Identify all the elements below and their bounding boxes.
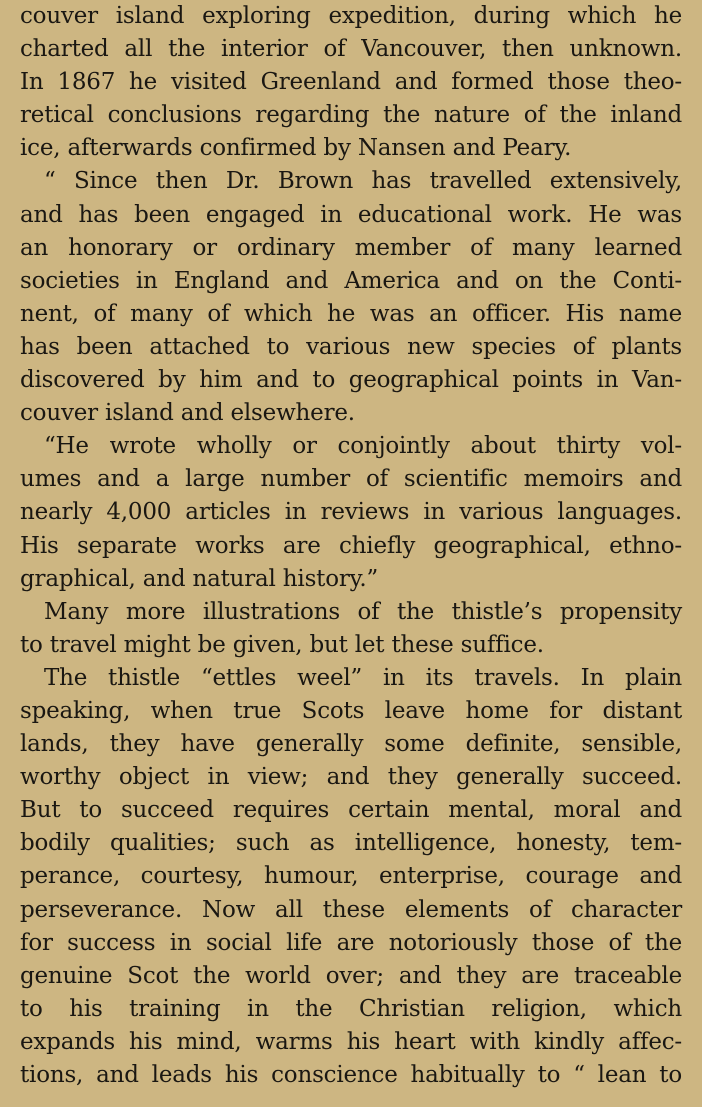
text-line: lands, they have generally some definite, sensible, xyxy=(20,731,682,758)
text-line: His separate works are chiefly geographical, ethno- xyxy=(20,532,682,559)
text-line: “He wrote wholly or conjointly about thirty vol- xyxy=(44,433,682,460)
text-line: couver island exploring expedition, during which he xyxy=(20,3,682,29)
text-line: retical conclusions regarding the nature of the inland xyxy=(20,102,682,129)
text-line: nearly 4,000 articles in reviews in various languages. xyxy=(20,499,682,526)
text-line: In 1867 he visited Greenland and formed those theo- xyxy=(20,69,682,96)
text-line: expands his mind, warms his heart with kindly affec- xyxy=(20,1028,682,1055)
text-line: Many more illustrations of the thistle’s propensity xyxy=(44,598,682,625)
text-line: discovered by him and to geographical points in Van- xyxy=(20,367,682,394)
text-line: ice, afterwards confirmed by Nansen and Peary. xyxy=(20,135,572,162)
text-line: umes and a large number of scientific memoirs and xyxy=(20,466,682,493)
text-line: bodily qualities; such as intelligence, honesty, tem- xyxy=(20,830,682,857)
text-line: graphical, and natural history.” xyxy=(20,565,379,592)
text-line: genuine Scot the world over; and they are traceable xyxy=(20,962,682,989)
text-line: to travel might be given, but let these suffice. xyxy=(20,631,544,658)
text-line: worthy object in view; and they generally succeed. xyxy=(20,764,682,791)
text-line: nent, of many of which he was an officer. His name xyxy=(20,300,682,327)
body-text xyxy=(20,0,682,1092)
text-line: The thistle “ettles weel” in its travels. In plain xyxy=(44,664,682,691)
text-line: has been attached to various new species of plants xyxy=(20,333,682,360)
text-line: and has been engaged in educational work. He was xyxy=(20,201,682,228)
text-line: “ Since then Dr. Brown has travelled extensively, xyxy=(44,168,682,195)
text-line: tions, and leads his conscience habitually to “ lean to xyxy=(20,1062,682,1088)
text-line: to his training in the Christian religion, which xyxy=(20,995,682,1022)
text-line: charted all the interior of Vancouver, then unknown. xyxy=(20,36,682,63)
text-line: societies in England and America and on the Conti- xyxy=(20,267,682,294)
text-line: perance, courtesy, humour, enterprise, courage and xyxy=(20,863,682,890)
text-line: But to succeed requires certain mental, moral and xyxy=(20,797,682,824)
text-line: speaking, when true Scots leave home for distant xyxy=(20,697,682,724)
text-line: perseverance. Now all these elements of character xyxy=(20,896,682,923)
text-line: for success in social life are notoriously those of the xyxy=(20,929,682,956)
text-line: couver island and elsewhere. xyxy=(20,400,355,427)
text-line: an honorary or ordinary member of many learned xyxy=(20,234,682,261)
